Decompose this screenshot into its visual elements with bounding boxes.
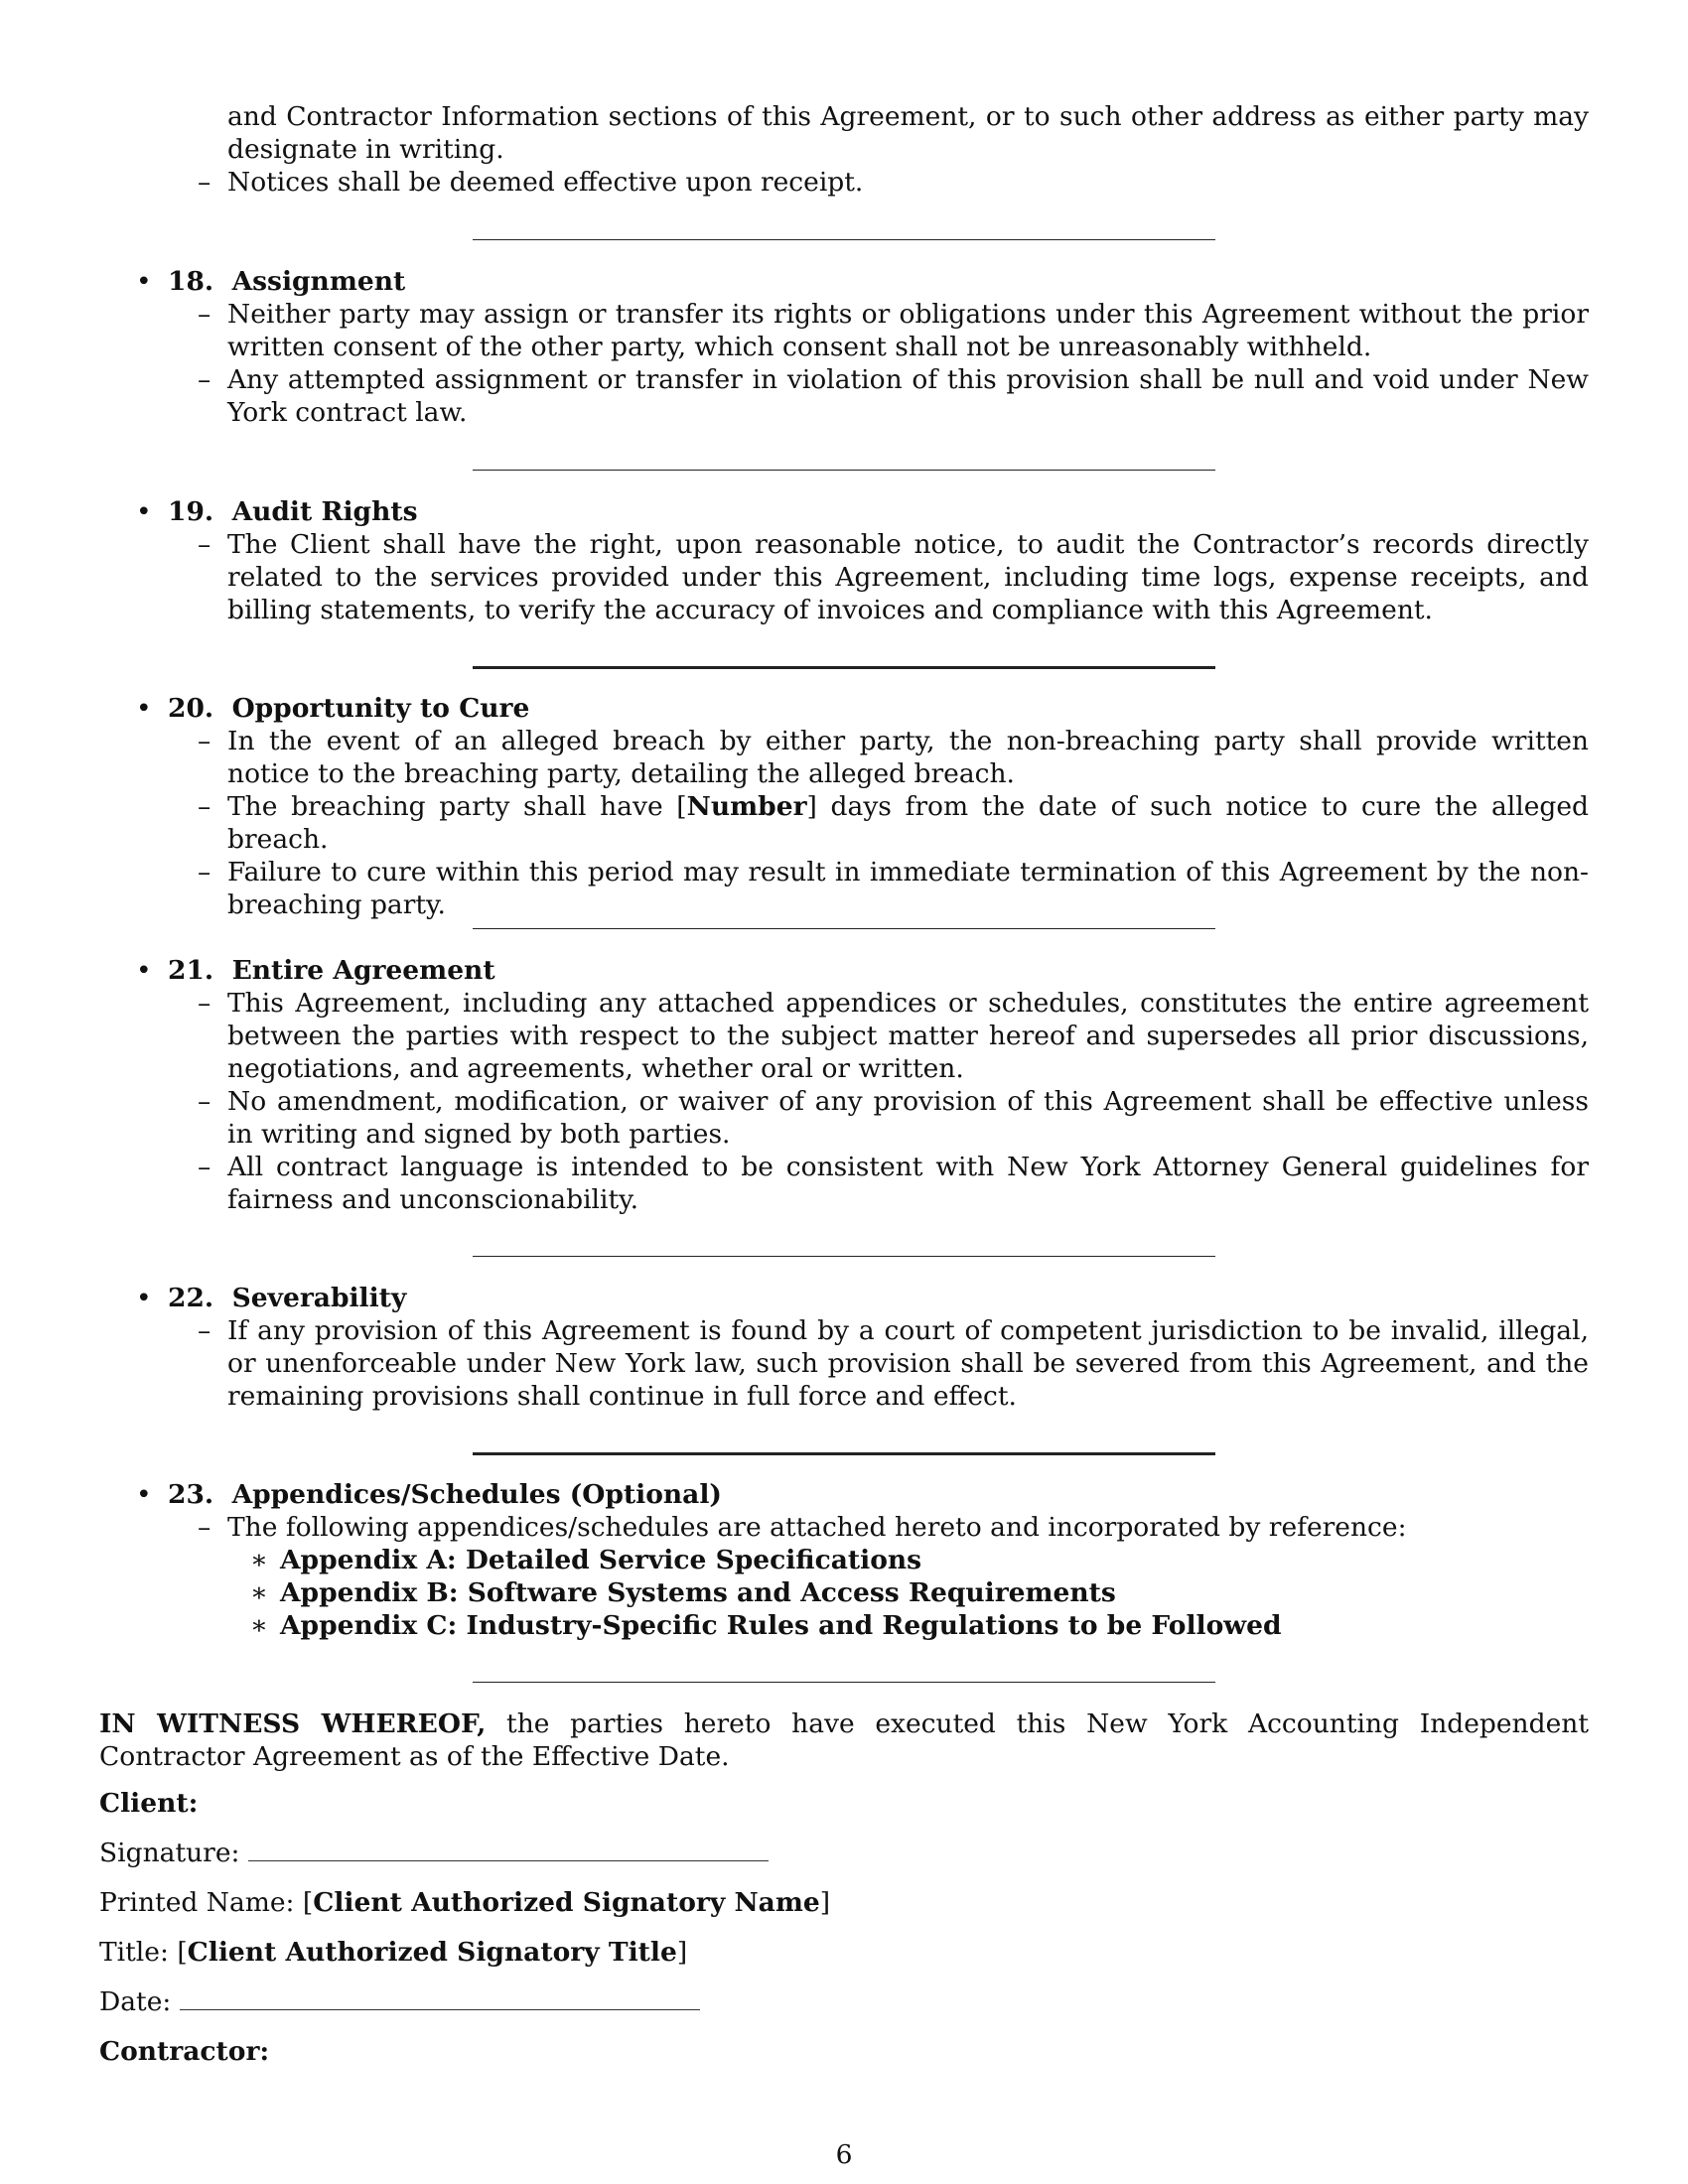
cure-days-pre: The breaching party shall have [ xyxy=(227,791,687,822)
asterisk-marker: ∗ xyxy=(250,1577,269,1608)
printed-name-label: Printed Name: xyxy=(99,1887,295,1918)
section-divider xyxy=(473,666,1215,669)
bullet-marker: • xyxy=(136,693,152,724)
section-19-audit-rights xyxy=(0,495,1688,626)
dash-marker: – xyxy=(198,1512,211,1543)
list-item xyxy=(0,1085,1688,1151)
appendix-b-item xyxy=(0,1576,1688,1609)
notices-continuation xyxy=(0,100,1688,199)
list-item xyxy=(0,1151,1688,1216)
audit-rights-text: The Client shall have the right, upon reasonable notice, to audit the Contractor’s records directly related to the services provided under this Agreement, including time logs, expense receipts, and billing statements, to verify the accuracy of invoices and compliance with this Agreement. xyxy=(227,529,1589,625)
list-item xyxy=(0,1511,1688,1544)
list-item xyxy=(0,790,1688,856)
section-21-number: 21. xyxy=(168,955,214,986)
signature-label: Signature: xyxy=(99,1838,240,1868)
section-divider xyxy=(473,1452,1215,1455)
title-placeholder: Client Authorized Signatory Title xyxy=(187,1937,677,1968)
section-21-entire-agreement xyxy=(0,954,1688,1216)
asterisk-marker: ∗ xyxy=(250,1610,269,1641)
appendix-a-text: Appendix A: Detailed Service Specifications xyxy=(280,1545,922,1575)
list-item xyxy=(0,1314,1688,1413)
dash-marker: – xyxy=(198,1086,211,1117)
bullet-marker: • xyxy=(136,266,152,297)
dash-marker: – xyxy=(198,1152,211,1182)
dash-marker: – xyxy=(198,791,211,822)
section-divider xyxy=(473,928,1215,929)
date-label: Date: xyxy=(99,1986,172,2017)
appendix-c-item xyxy=(0,1609,1688,1642)
section-19-title: Audit Rights xyxy=(231,496,418,527)
list-item xyxy=(0,725,1688,790)
section-19-number: 19. xyxy=(168,496,214,527)
notices-effective-text: Notices shall be deemed effective upon receipt. xyxy=(227,167,864,198)
section-23-number: 23. xyxy=(168,1479,214,1510)
client-heading xyxy=(99,1787,198,1820)
cure-days-placeholder: Number xyxy=(686,791,807,822)
witness-text: the parties hereto have executed this New York Accounting Independent Contractor Agreement as of the Effective Date. xyxy=(99,1708,1589,1772)
bullet-marker: • xyxy=(136,496,152,527)
witness-paragraph xyxy=(99,1707,1589,1773)
section-divider xyxy=(473,470,1215,471)
cure-notice-text: In the event of an alleged breach by either party, the non-breaching party shall provide written notice to the breaching party, detailing the alleged breach. xyxy=(227,726,1589,789)
section-23-heading xyxy=(0,1478,1688,1511)
section-20-opportunity-to-cure xyxy=(0,692,1688,921)
dash-marker: – xyxy=(198,167,211,198)
section-20-heading xyxy=(0,692,1688,725)
section-divider xyxy=(473,239,1215,240)
amendment-text: No amendment, modification, or waiver of any provision of this Agreement shall be effective unless in writing and signed by both parties. xyxy=(227,1086,1589,1150)
notices-address-text: and Contractor Information sections of this Agreement, or to such other address as either party may designate in writing. xyxy=(227,101,1589,165)
bullet-marker: • xyxy=(136,955,152,986)
section-divider xyxy=(473,1682,1215,1683)
section-18-heading xyxy=(0,265,1688,298)
entire-agreement-text: This Agreement, including any attached appendices or schedules, constitutes the entire agreement between the parties with respect to the subject matter hereof and supersedes all prior discussions, negotiations, and agreements, whether oral or written. xyxy=(227,988,1589,1084)
notices-effective-item xyxy=(0,166,1688,199)
section-22-number: 22. xyxy=(168,1283,214,1313)
cure-days-post: ] days from the date of such notice to cure the alleged breach. xyxy=(227,791,1589,855)
cure-days-text xyxy=(227,790,1589,856)
assignment-void-text: Any attempted assignment or transfer in violation of this provision shall be null and void under New York contract law. xyxy=(227,364,1589,428)
dash-marker: – xyxy=(198,726,211,756)
client-signature-row xyxy=(99,1837,769,1869)
dash-marker: – xyxy=(198,529,211,560)
client-title-row: Title: [Client Authorized Signatory Title] xyxy=(99,1937,688,1968)
dash-marker: – xyxy=(198,1315,211,1346)
bullet-marker: • xyxy=(136,1479,152,1510)
ag-guidelines-text: All contract language is intended to be consistent with New York Attorney General guidelines for fairness and unconscionability. xyxy=(227,1152,1589,1215)
section-20-number: 20. xyxy=(168,693,214,724)
witness-lead: IN WITNESS WHEREOF, xyxy=(99,1708,487,1739)
section-21-heading xyxy=(0,954,1688,987)
printed-name-placeholder: Client Authorized Signatory Name xyxy=(313,1887,820,1918)
list-item xyxy=(0,528,1688,626)
section-19-heading xyxy=(0,495,1688,528)
section-22-heading xyxy=(0,1282,1688,1314)
appendix-c-text: Appendix C: Industry-Specific Rules and Regulations to be Followed xyxy=(280,1610,1282,1641)
client-printed-name-row: Printed Name: [Client Authorized Signatory Name] xyxy=(99,1887,831,1918)
dash-marker: – xyxy=(198,299,211,330)
asterisk-marker: ∗ xyxy=(250,1545,269,1575)
section-23-title: Appendices/Schedules (Optional) xyxy=(231,1479,722,1510)
section-22-title: Severability xyxy=(231,1283,407,1313)
section-18-assignment xyxy=(0,265,1688,429)
dash-marker: – xyxy=(198,857,211,887)
list-item xyxy=(0,987,1688,1085)
assignment-consent-text: Neither party may assign or transfer its rights or obligations under this Agreement without the prior written consent of the other party, which consent shall not be unreasonably withheld. xyxy=(227,299,1589,362)
signature-blank-line[interactable] xyxy=(248,1837,769,1861)
dash-marker: – xyxy=(198,364,211,395)
section-18-number: 18. xyxy=(168,266,214,297)
contractor-heading xyxy=(99,2035,269,2068)
section-20-title: Opportunity to Cure xyxy=(231,693,530,724)
list-item xyxy=(0,298,1688,363)
date-blank-line[interactable] xyxy=(180,1985,700,2010)
appendix-b-text: Appendix B: Software Systems and Access Requirements xyxy=(280,1577,1116,1608)
section-23-appendices xyxy=(0,1478,1688,1642)
section-21-title: Entire Agreement xyxy=(231,955,495,986)
contractor-heading-text: Contractor: xyxy=(99,2036,270,2067)
section-22-severability xyxy=(0,1282,1688,1413)
client-date-row xyxy=(99,1985,700,2018)
client-heading-text: Client: xyxy=(99,1788,199,1819)
severability-text: If any provision of this Agreement is found by a court of competent jurisdiction to be invalid, illegal, or unenforceable under New York law, such provision shall be severed from this Agreement, and the remaining provisions shall continue in full force and effect. xyxy=(227,1315,1589,1412)
section-18-title: Assignment xyxy=(231,266,406,297)
list-item xyxy=(0,363,1688,429)
bullet-marker: • xyxy=(136,1283,152,1313)
appendices-intro-text: The following appendices/schedules are attached hereto and incorporated by reference: xyxy=(227,1512,1407,1543)
appendix-a-item xyxy=(0,1544,1688,1576)
page-number: 6 xyxy=(835,2139,853,2170)
dash-marker: – xyxy=(198,988,211,1019)
title-label: Title: xyxy=(99,1937,169,1968)
section-divider xyxy=(473,1256,1215,1257)
list-item xyxy=(0,856,1688,921)
cure-failure-text: Failure to cure within this period may result in immediate termination of this Agreement by the non-breaching party. xyxy=(227,857,1589,920)
